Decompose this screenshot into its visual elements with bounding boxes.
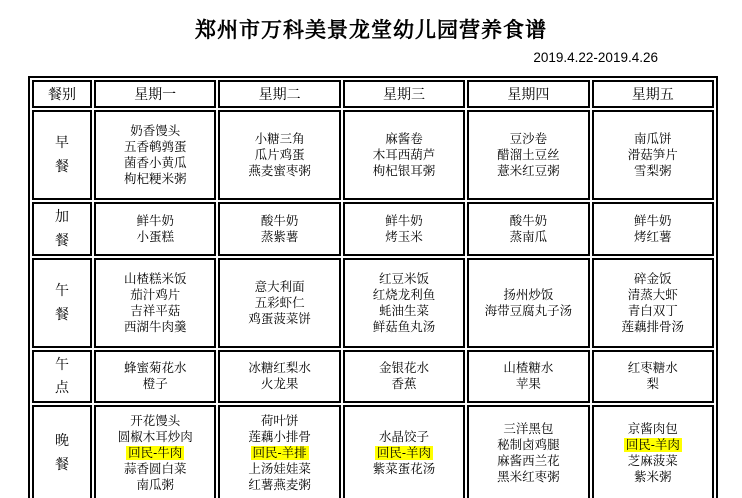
- menu-cell: [343, 350, 465, 404]
- dish-name: 梨: [646, 377, 660, 392]
- menu-cell: [467, 258, 589, 348]
- dish-name-highlighted: 回民-羊肉: [376, 446, 432, 461]
- meal-label-cell: [32, 350, 92, 404]
- dish-name: 开花馒头: [130, 414, 181, 429]
- dish-name: 紫米粥: [634, 470, 672, 485]
- dish-name: 瓜片鸡蛋: [254, 148, 305, 162]
- dish-name: 莲藕排骨汤: [621, 319, 685, 334]
- dish-name: 鲜牛奶: [136, 213, 174, 228]
- menu-cell: [218, 258, 340, 348]
- dish-name: 碎金饭: [634, 271, 672, 286]
- header-cell-friday: 星期五: [592, 80, 714, 108]
- header-cell-tuesday: 星期二: [218, 80, 340, 108]
- dish-name: 蒜香圆白菜: [123, 462, 187, 477]
- page-title: 郑州市万科美景龙堂幼儿园营养食谱: [195, 17, 547, 42]
- dish-name: 金银花水: [378, 361, 429, 376]
- dish-name: 茄汁鸡片: [130, 287, 181, 302]
- dish-name: 鲜菇鱼丸汤: [372, 319, 436, 334]
- row-afternoon-snack: [32, 350, 714, 404]
- meal-label: 早餐: [55, 134, 69, 174]
- dish-name: 酸牛奶: [260, 213, 299, 228]
- dish-name: 苹果: [515, 377, 541, 392]
- dish-name: 小蛋糕: [136, 229, 174, 244]
- menu-cell: [467, 350, 589, 404]
- dish-name: 蚝油生菜: [378, 303, 429, 318]
- dish-name: 紫菜蛋花汤: [372, 462, 436, 477]
- menu-cell: [218, 405, 340, 498]
- dish-name: 吉祥平菇: [130, 303, 181, 318]
- dish-name: 五彩虾仁: [254, 295, 305, 310]
- dish-name: 红豆米饭: [378, 271, 429, 286]
- dish-name: 枸杞粳米粥: [123, 172, 187, 186]
- dish-name: 秘制卤鸡腿: [497, 438, 560, 453]
- meal-label: 午点: [55, 355, 69, 396]
- dish-name-highlighted: 回民-羊肉: [625, 438, 680, 453]
- header-cell-monday: 星期一: [94, 80, 216, 108]
- dish-name: 清蒸大虾: [627, 287, 678, 302]
- dish-name: 烤玉米: [385, 229, 423, 244]
- menu-cell: [94, 258, 216, 348]
- dish-name: 南瓜粥: [136, 478, 174, 493]
- dish-name: 薏米红豆粥: [497, 164, 560, 178]
- menu-cell: [343, 405, 465, 498]
- dish-name: 扬州炒饭: [503, 287, 554, 302]
- dish-name: 莲藕小排骨: [248, 430, 311, 445]
- dish-name: 红薯燕麦粥: [248, 478, 311, 493]
- row-dinner: [32, 405, 714, 498]
- meal-label: 晚餐: [55, 432, 69, 473]
- dish-name: 燕麦蜜枣粥: [248, 164, 311, 178]
- dish-name: 荷叶饼: [260, 414, 299, 429]
- meal-label-cell: [32, 258, 92, 348]
- menu-cell: [592, 202, 714, 256]
- dish-name: 烤红薯: [634, 229, 672, 244]
- menu-cell: [94, 202, 216, 256]
- menu-cell: [343, 110, 465, 200]
- meal-label-cell: [32, 202, 92, 256]
- dish-name: 五香鹌鹑蛋: [123, 140, 187, 154]
- dish-name: 酸牛奶: [509, 213, 548, 228]
- dish-name: 麻酱西兰花: [497, 454, 560, 469]
- dish-name: 菌香小黄瓜: [123, 156, 187, 170]
- dish-name-highlighted: 回民-牛肉: [128, 446, 183, 461]
- dish-name: 火龙果: [260, 377, 299, 392]
- dish-name: 鲜牛奶: [634, 213, 672, 228]
- dish-name: 意大利面: [254, 279, 305, 294]
- dish-name: 山楂糕米饭: [123, 271, 187, 286]
- meal-label: 午餐: [55, 281, 69, 322]
- dish-name: 西湖牛肉羹: [123, 319, 187, 334]
- dish-name: 蒸南瓜: [509, 229, 548, 244]
- menu-cell: [467, 405, 589, 498]
- dish-name: 滑菇笋片: [627, 148, 678, 162]
- menu-cell: [467, 202, 589, 256]
- dish-name: 蒸紫薯: [260, 229, 299, 244]
- row-morning-snack: [32, 202, 714, 256]
- date-range: 2019.4.22-2019.4.26: [533, 50, 658, 65]
- menu-cell: [94, 110, 216, 200]
- header-row: [32, 80, 714, 108]
- dish-name: 小糖三角: [254, 132, 305, 146]
- dish-name: 山楂糖水: [503, 361, 554, 376]
- dish-name: 蜂蜜菊花水: [123, 361, 187, 376]
- menu-cell: [467, 110, 589, 200]
- row-breakfast: [32, 110, 714, 200]
- dish-name: 南瓜饼: [634, 132, 672, 146]
- dish-name: 红枣糖水: [627, 361, 678, 376]
- dish-name: 水晶饺子: [378, 430, 429, 445]
- dish-name: 冰糖红梨水: [248, 361, 311, 376]
- dish-name: 醋溜土豆丝: [497, 148, 560, 162]
- menu-cell: [218, 110, 340, 200]
- dish-name: 京酱肉包: [627, 422, 678, 437]
- dish-name: 枸杞银耳粥: [372, 164, 436, 178]
- dish-name: 豆沙卷: [509, 132, 548, 146]
- dish-name: 雪梨粥: [634, 164, 672, 178]
- menu-cell: [592, 405, 714, 498]
- dish-name: 圆椒木耳炒肉: [117, 430, 193, 445]
- dish-name: 鲜牛奶: [385, 213, 423, 228]
- dish-name: 三洋黑包: [503, 422, 554, 437]
- dish-name: 青白双丁: [627, 303, 678, 318]
- dish-name: 上汤娃娃菜: [248, 462, 311, 477]
- header-cell-meal-type: 餐别: [32, 80, 92, 108]
- row-lunch: [32, 258, 714, 348]
- header-cell-wednesday: 星期三: [343, 80, 465, 108]
- menu-cell: [94, 350, 216, 404]
- menu-cell: [218, 202, 340, 256]
- menu-cell: [343, 258, 465, 348]
- meal-label-cell: [32, 405, 92, 498]
- menu-cell: [592, 258, 714, 348]
- dish-name: 橙子: [142, 377, 168, 392]
- dish-name: 奶香馒头: [130, 124, 181, 138]
- dish-name: 麻酱卷: [385, 132, 423, 146]
- dish-name: 香蕉: [391, 377, 417, 392]
- dish-name: 海带豆腐丸子汤: [484, 303, 573, 318]
- dish-name: 芝麻菠菜: [627, 454, 678, 469]
- menu-cell: [592, 350, 714, 404]
- header-cell-thursday: 星期四: [467, 80, 589, 108]
- dish-name: 木耳西葫芦: [372, 148, 436, 162]
- dish-name-highlighted: 回民-羊排: [252, 446, 307, 461]
- dish-name: 红烧龙利鱼: [372, 287, 436, 302]
- meal-label-cell: [32, 110, 92, 200]
- dish-name: 黑米红枣粥: [497, 470, 560, 485]
- meal-label: 加餐: [55, 208, 69, 248]
- weekly-menu-table: [28, 76, 718, 498]
- dish-name: 鸡蛋菠菜饼: [248, 311, 311, 326]
- menu-cell: [343, 202, 465, 256]
- menu-cell: [218, 350, 340, 404]
- menu-cell: [592, 110, 714, 200]
- menu-cell: [94, 405, 216, 498]
